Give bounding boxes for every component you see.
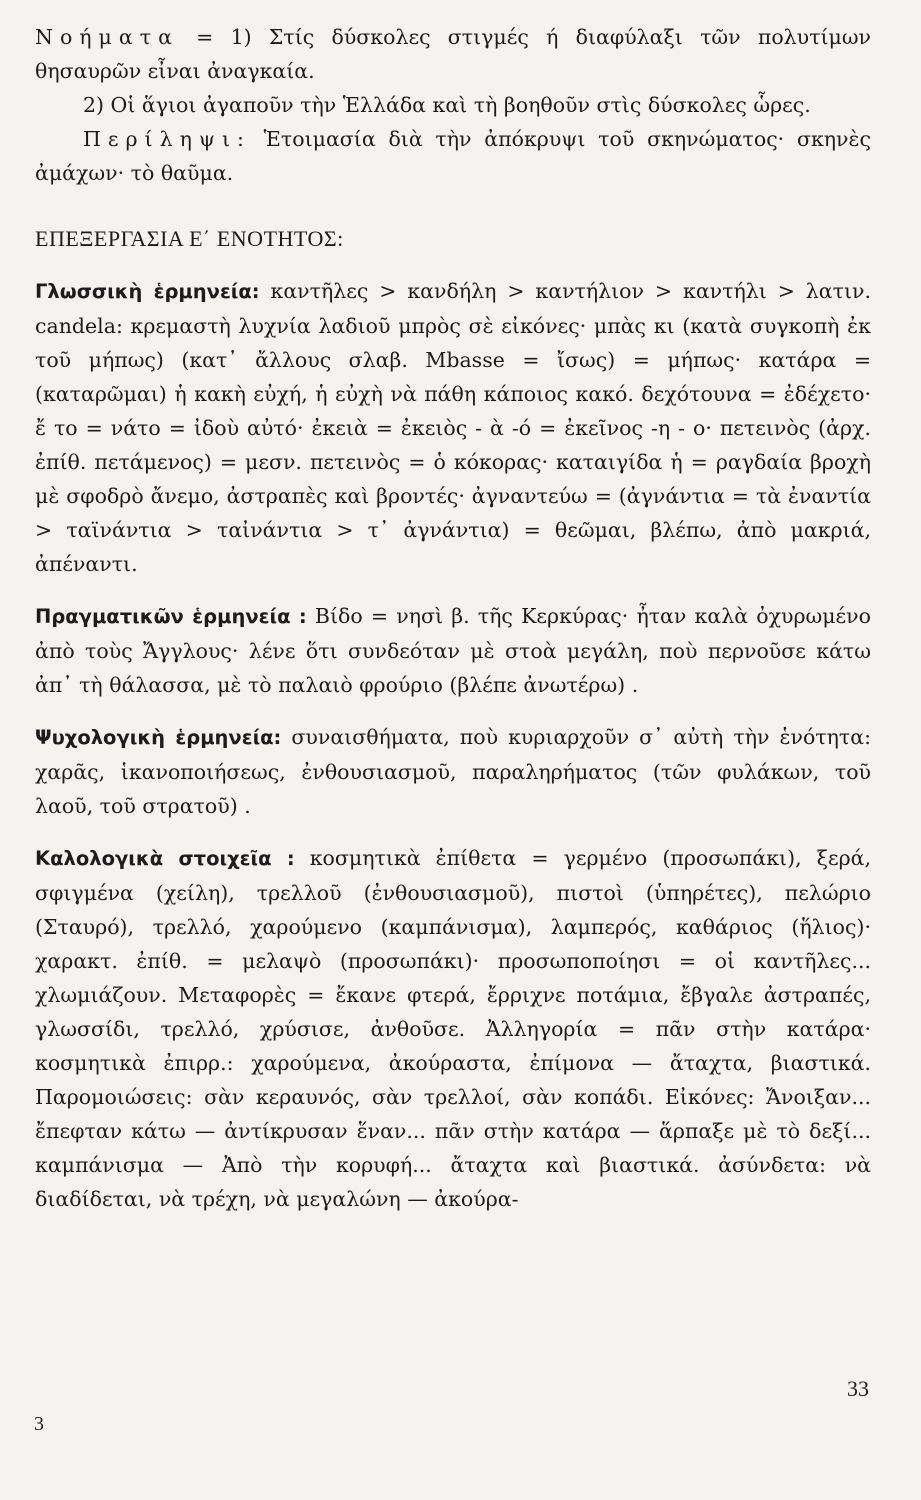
pragmatiki-paragraph [35, 599, 871, 702]
glossiki-label: Γλωσσικὴ ἑρμηνεία: [35, 280, 260, 303]
kalologika-label: Καλολογικὰ στοιχεῖα : [35, 847, 295, 870]
psychologiki-text: συναισθήματα, ποὺ κυριαρχοῦν σ᾽ αὐτὴ τὴν ἑνότητα: χαρᾶς, ἱκανοποιήσεως, ἐνθουσιασμοῦ, παραληρήματος (τῶν φυλάκων, τοῦ λαοῦ, τοῦ στρατοῦ) . [35, 725, 872, 818]
page-text [35, 20, 871, 1216]
glossiki-text: καντῆλες > κανδήλη > καντήλιον > καντήλι > λατιν. candela: κρεμαστὴ λυχνία λαδιοῦ μπρὸς σὲ εἰκόνες· μπὰς κι (κατὰ συγκοπὴ ἐκ τοῦ μήπως) (κατ᾽ ἄλλους σλαβ. Mbasse = ἴσως) = μήπως· κατάρα = (καταρῶμαι) ἡ κακὴ εὐχή, ἡ εὐχὴ νὰ πάθη κάποιος κακό. δεχότουνα = ἐδέχετο· ἔ το = νάτο = ἰδοὺ αὐτό· ἐκειὰ = ἐκειὸς - ὰ -ό = ἐκεῖνος -η - ο· πετεινὸς (ἀρχ. ἐπίθ. πετάμενος) = μεσν. πετεινὸς = ὁ κόκορας· καταιγίδα ἡ = ραγδαία βροχὴ μὲ σφοδρὸ ἄνεμο, ἀστραπὲς καὶ βροντές· ἀγναντεύω = (ἀγνάντια = τὰ ἐναντία > ταϊνάντια > ταἰνάντια > τ᾽ ἀγνάντια) = θεῶμαι, βλέπω, ἀπὸ μακριά, ἀπέναντι. [35, 279, 871, 576]
noimata-paragraph-2 [35, 88, 871, 122]
perilipsi-label: Περίληψι: [83, 127, 251, 151]
section-heading: ΕΠΕΞΕΡΓΑΣΙΑ Ε΄ ΕΝΟΤΗΤΟΣ: [35, 226, 344, 251]
perilipsi-text: Ἑτοιμασία διὰ τὴν ἀπόκρυψι τοῦ σκηνώματος· σκηνὲς ἀμάχων· τὸ θαῦμα. [35, 127, 871, 185]
noimata-text-1: 1) Στίς δύσκολες στιγμές ή διαφύλαξι τῶν πολυτίμων θησαυρῶν εἶναι ἀναγκαία. [35, 25, 871, 83]
glossiki-paragraph [35, 274, 871, 581]
noimata-separator: = [178, 25, 231, 49]
psychologiki-label: Ψυχολογικὴ ἑρμηνεία: [35, 726, 282, 749]
psychologiki-paragraph [35, 720, 871, 823]
kalologika-text: κοσμητικὰ ἐπίθετα = γερμένο (προσωπάκι), ξερά, σφιγμένα (χείλη), τρελλοῦ (ἐνθουσιασμοῦ), πιστοὶ (ὑπηρέτες), πελώριο (Σταυρό), τρελλό, χαρούμενο (καμπάνισμα), λαμπερός, καθάριος (ἥλιος)· χαρακτ. ἐπίθ. = μελαψὸ (προσωπάκι)· προσωποποίησι = οἱ καντῆλες... χλωμιάζουν. Μεταφορὲς = ἔκανε φτερά, ἔρριχνε ποτάμια, ἔβγαλε ἀστραπές, γλωσσίδι, τρελλό, χρύσισε, ἀνθοῦσε. Ἀλληγορία = πᾶν στὴν κατάρα· κοσμητικὰ ἐπιρρ.: χαρούμενα, ἀκούραστα, ἐπίμονα — ἄταχτα, βιαστικά. Παρομοιώσεις: σὰν κεραυνός, σὰν τρελλοί, σὰν κοπάδι. Εἰκόνες: Ἄνοιξαν... ἔπεφταν κάτω — ἀντίκρυσαν ἕναν... πᾶν στὴν κατάρα — ἅρπαξε μὲ τὸ δεξί... καμπάνισμα — Ἀπὸ τὴν κορυφή... ἄταχτα καὶ βιαστικά. ἀσύνδετα: νὰ διαδίδεται, νὰ τρέχη, νὰ μεγαλώνη — ἀκούρα- [35, 846, 871, 1211]
signature-mark: 3 [34, 1413, 44, 1435]
pragmatiki-text: Βίδο = νησὶ β. τῆς Κερκύρας· ἦταν καλὰ ὀχυρωμένο ἀπὸ τοὺς Ἄγγλους· λένε ὅτι συνδεόταν μὲ στοὰ μεγάλη, ποὺ περνοῦσε κάτω ἀπ᾽ τὴ θάλασσα, μὲ τὸ παλαιὸ φρούριο (βλέπε ἀνωτέρω) . [35, 604, 871, 697]
pragmatiki-label: Πραγματικῶν ἑρμηνεία : [35, 605, 307, 628]
noimata-paragraph-1 [35, 20, 871, 88]
noimata-text-2: 2) Οἱ ἅγιοι ἀγαποῦν τὴν Ἑλλάδα καὶ τὴ βοηθοῦν στὶς δύσκολες ὧρες. [83, 93, 811, 117]
page-number: 33 [847, 1376, 869, 1401]
kalologika-paragraph [35, 841, 871, 1216]
noimata-label: Νοήματα [35, 25, 179, 49]
perilipsi-paragraph [35, 122, 871, 190]
